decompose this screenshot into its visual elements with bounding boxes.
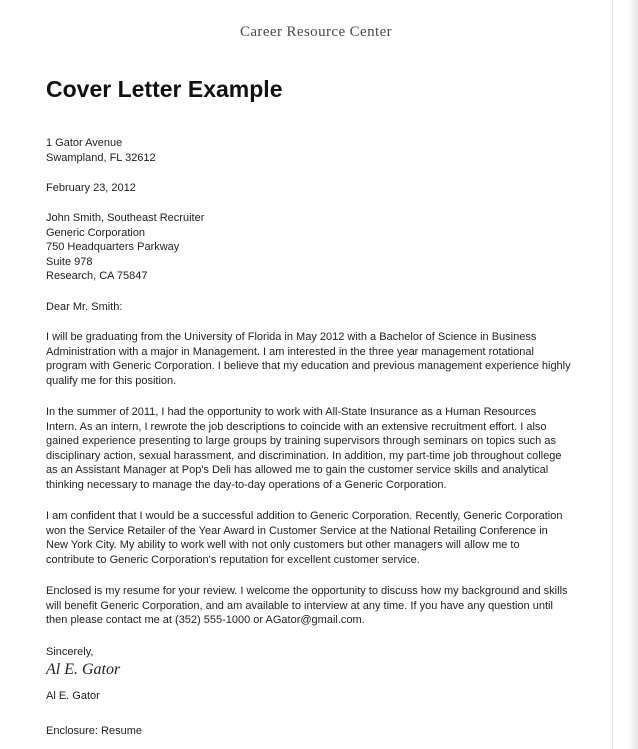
salutation-text: Dear Mr. Smith: — [46, 301, 123, 313]
paragraph-line: thinking necessary to manage the day-to-day operations of a Generic Corporation. — [46, 478, 447, 491]
recipient-address — [46, 211, 586, 284]
paragraph-4 — [46, 584, 586, 628]
closing — [46, 645, 586, 660]
paragraph-line: will benefit Generic Corporation, and am available to interview at any time. If you have any question until — [46, 599, 553, 612]
recipient-line: Generic Corporation — [46, 226, 146, 239]
paragraph-line: then please contact me at (352) 555-1000 or AGator@gmail.com. — [46, 614, 365, 627]
paragraph-line: disciplinary action, sexual harassment, and discrimination. In addition, my part-time job throughout college — [46, 449, 562, 462]
paragraph-line: Enclosed is my resume for your review. I welcome the opportunity to discuss how my background and skills — [46, 585, 568, 597]
page-edge-shadow — [628, 0, 638, 749]
paragraph-1 — [46, 330, 586, 388]
enclosure-text: Enclosure: Resume — [46, 725, 142, 737]
recipient-line: Suite 978 — [46, 255, 93, 268]
handwritten-signature: Al E. Gator — [46, 661, 121, 678]
recipient-line: Research, CA 75847 — [46, 270, 148, 283]
enclosure-note — [46, 724, 586, 739]
letter-date — [46, 181, 586, 196]
paragraph-line: I am confident that I would be a successful addition to Generic Corporation. Recently, Generic Corporation — [46, 510, 563, 522]
paragraph-line: Administration with a major in Management. I am interested in the three year management rotational — [46, 345, 534, 358]
paragraph-line: gained experience presenting to large groups by training supervisors through seminars on topics such as — [46, 435, 556, 448]
recipient-line: 750 Headquarters Parkway — [46, 241, 180, 254]
paragraph-line: New York City. My ability to work well with not only customers but other managers will allow me to — [46, 539, 520, 552]
recipient-line: John Smith, Southeast Recruiter — [46, 212, 205, 224]
sender-address — [46, 136, 586, 165]
paragraph-line: I will be graduating from the University of Florida in May 2012 with a Bachelor of Science in Business — [46, 331, 537, 343]
closing-text: Sincerely, — [46, 646, 94, 658]
paragraph-3 — [46, 509, 586, 567]
paragraph-line: contribute to Generic Corporation's reputation for excellent customer service. — [46, 553, 420, 566]
sender-address-line: 1 Gator Avenue — [46, 137, 123, 149]
paragraph-line: as an Assistant Manager at Pop's Deli has allowed me to gain the customer service skills and analytical — [46, 464, 549, 477]
paragraph-2 — [46, 405, 586, 493]
paragraph-line: program with Generic Corporation. I believe that my education and previous management experience highly — [46, 360, 571, 373]
signer-name — [46, 689, 586, 704]
paragraph-line: In the summer of 2011, I had the opportunity to work with All-State Insurance as a Human Resources — [46, 406, 537, 418]
salutation — [46, 300, 586, 315]
paragraph-line: Intern. As an intern, I rewrote the job descriptions to coincide with an extensive recruitment effort. I also — [46, 420, 547, 433]
header-title: Career Resource Center — [239, 24, 393, 40]
sender-address-line: Swampland, FL 32612 — [46, 151, 156, 164]
page-fold-line — [612, 0, 613, 749]
paragraph-line: won the Service Retailer of the Year Award in Customer Service at the National Retailing Conference in — [46, 524, 548, 537]
date-text: February 23, 2012 — [46, 182, 136, 194]
paragraph-line: qualify me for this position. — [46, 374, 177, 387]
signer-name-text: Al E. Gator — [46, 690, 100, 702]
page-title: Cover Letter Example — [46, 76, 283, 102]
